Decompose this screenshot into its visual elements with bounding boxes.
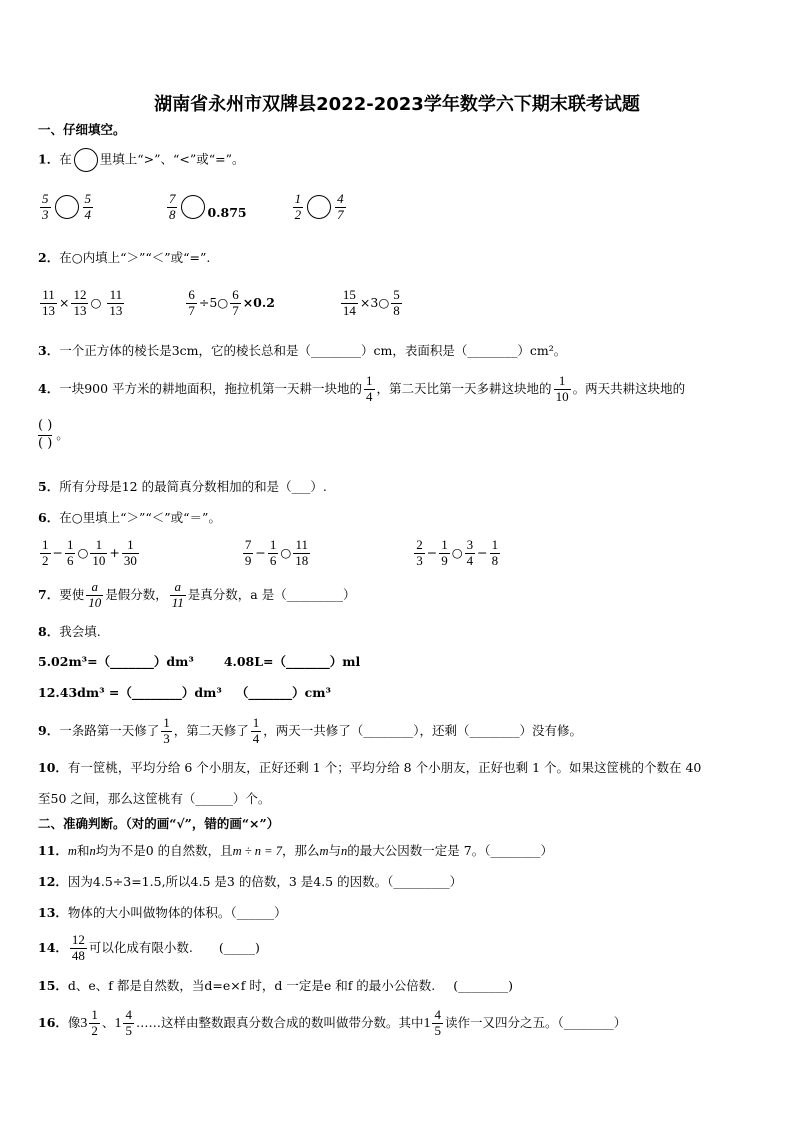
question-10-line-2: 至50 之间，那么这筐桃有（______）个。 bbox=[38, 791, 271, 806]
fraction: $\frac{a}{10}$ bbox=[88, 579, 102, 610]
fraction: $\frac{4}{7}$ bbox=[337, 191, 344, 222]
question-4: 4．一块900 平方米的耕地面积，拖拉机第一天耕一块地的 $\frac{1}{4}$ ，第二天比第一天多耕这块地的 $\frac{1}{10}$ 。两天共耕这块地的 bbox=[38, 373, 686, 404]
question-text: 里填上“>”、“<”或“=”。 bbox=[99, 151, 245, 167]
question-text: 在○里填上“＞”“＜”或“＝”。 bbox=[59, 510, 221, 525]
question-7: 7．要使 $\frac{a}{10}$ 是假分数， $\frac{a}{11}$ 是真分数，a 是（_________） bbox=[38, 579, 356, 610]
fraction: $\frac{4}{5}$ bbox=[434, 1007, 441, 1038]
question-text: 所有分母是12 的最简真分数相加的和是（___）. bbox=[59, 479, 327, 494]
question-2: 2．在○内填上“＞”“＜”或“=”. bbox=[38, 250, 211, 265]
question-9: 9．一条路第一天修了 $\frac{1}{3}$ ，第二天修了 $\frac{1}{4}$ ，两天一共修了（________），还剩（________）没有修。 bbox=[38, 715, 582, 746]
fraction: $\frac{12}{13}$ bbox=[73, 287, 87, 318]
fraction: $\frac{11}{13}$ bbox=[109, 287, 123, 318]
compare-circle[interactable] bbox=[181, 195, 205, 219]
question-13: 13．物体的大小叫做物体的体积。（______） bbox=[38, 905, 287, 920]
question-4-answer: ( ) ( ) 。 bbox=[38, 418, 69, 451]
section-heading-judge: 二、准确判断。（对的画“√”，错的画“×”） bbox=[38, 816, 280, 831]
question-8: 8．我会填. bbox=[38, 624, 101, 639]
question-1-items bbox=[38, 192, 758, 223]
fraction: $\frac{12}{48}$ bbox=[71, 932, 85, 963]
question-number: 1． bbox=[38, 151, 60, 167]
question-8-line-1: 5.02m³=（_______）dm³ 4.08L=（_______）ml bbox=[38, 654, 361, 669]
question-11: 11．m和n均为不是0 的自然数，且m ÷ n = 7，那么m与n的最大公因数一定是 7。（________） bbox=[38, 843, 553, 858]
fraction: $\frac{1}{3}$ bbox=[163, 715, 170, 746]
fraction: $\frac{11}{13}$ bbox=[42, 287, 55, 318]
compare-circle[interactable] bbox=[74, 148, 98, 172]
fraction: $\frac{4}{5}$ bbox=[125, 1007, 132, 1038]
fraction: $\frac{15}{14}$ bbox=[342, 287, 356, 318]
question-14: 14． $\frac{12}{48}$ 可以化成有限小数. (_____) bbox=[38, 932, 260, 963]
compare-circle[interactable]: ○ bbox=[90, 294, 106, 310]
fraction: $\frac{6}{7}$ bbox=[188, 287, 195, 318]
fraction: $\frac{5}{4}$ bbox=[84, 191, 91, 222]
fraction: $\frac{a}{11}$ bbox=[171, 579, 184, 610]
question-6: 6．在○里填上“＞”“＜”或“＝”。 bbox=[38, 510, 221, 525]
fraction: $\frac{1}{4}$ bbox=[252, 715, 260, 746]
question-3: 3．一个正方体的棱长是3cm，它的棱长总和是（________）cm，表面积是（________）cm²。 bbox=[38, 343, 567, 358]
answer-blank-fraction[interactable]: ( ) ( ) bbox=[38, 418, 53, 451]
compare-circle[interactable] bbox=[307, 195, 331, 219]
fraction: $\frac{1}{10}$ bbox=[555, 373, 569, 404]
question-2-items: $\frac{11}{13}$ × $\frac{12}{13}$ ○ $\frac{11}{13}$ $\frac{6}{7}$ ÷5○ $\frac{6}{7}$ ×0.2 $\frac{15}{14}$ ×3○ $\frac{5}{8}$ bbox=[42, 287, 400, 318]
question-12: 12．因为4.5÷3=1.5,所以4.5 是3 的倍数，3 是4.5 的因数。（_________） bbox=[38, 874, 463, 889]
question-text: 一个正方体的棱长是3cm，它的棱长总和是（________）cm，表面积是（________）cm²。 bbox=[59, 343, 567, 358]
question-1 bbox=[38, 148, 758, 172]
question-15: 15．d、e、f 都是自然数，当d=e×f 时，d 一定是e 和f 的最小公倍数. (________) bbox=[38, 978, 514, 993]
question-8-line-2: 12.43dm³ =（________）dm³ （_______）cm³ bbox=[38, 685, 331, 700]
decimal-value: 0.875 bbox=[207, 204, 247, 220]
fraction: $\frac{5}{3}$ bbox=[42, 191, 49, 222]
compare-circle[interactable] bbox=[55, 195, 79, 219]
fraction: $\frac{1}{2}$ bbox=[91, 1007, 98, 1038]
question-text: 在○内填上“＞”“＜”或“=”. bbox=[59, 250, 211, 265]
fraction: $\frac{5}{8}$ bbox=[393, 287, 400, 318]
fraction: $\frac{1}{2}$ bbox=[294, 191, 302, 222]
fraction: $\frac{6}{7}$ bbox=[232, 287, 239, 318]
question-5: 5．所有分母是12 的最简真分数相加的和是（___）. bbox=[38, 479, 327, 494]
question-text: 在 bbox=[59, 151, 72, 167]
question-10-line-1: 10．有一筐桃，平均分给 6 个小朋友，正好还剩 1 个；平均分给 8 个小朋友，正好也剩 1 个。如果这筐桃的个数在 40 bbox=[38, 760, 702, 775]
page-title: 湖南省永州市双牌县2022-2023学年数学六下期末联考试题 bbox=[154, 94, 640, 115]
question-6-items: $\frac{1}{2}$ − $\frac{1}{6}$ ○ $\frac{1}{10}$ + $\frac{1}{30}$ $\frac{7}{9}$ − $\frac{1}{6}$ ○ $\frac{11}{18}$ $\frac{2}{3}$ − $\frac{1}{9}$ ○ $\frac{3}{4}$ − $\frac{1}{8}$ bbox=[42, 537, 499, 568]
fraction: $\frac{1}{4}$ bbox=[366, 373, 373, 404]
question-text: 我会填. bbox=[59, 624, 101, 639]
section-heading-fill: 一、仔细填空。 bbox=[38, 122, 126, 137]
fraction: $\frac{7}{8}$ bbox=[168, 191, 176, 222]
question-16: 16．像3 $\frac{1}{2}$ 、1 $\frac{4}{5}$ ……这样由整数跟真分数合成的数叫做带分数。其中1 $\frac{4}{5}$ 读作一又四分之五。（________） bbox=[38, 1007, 627, 1038]
